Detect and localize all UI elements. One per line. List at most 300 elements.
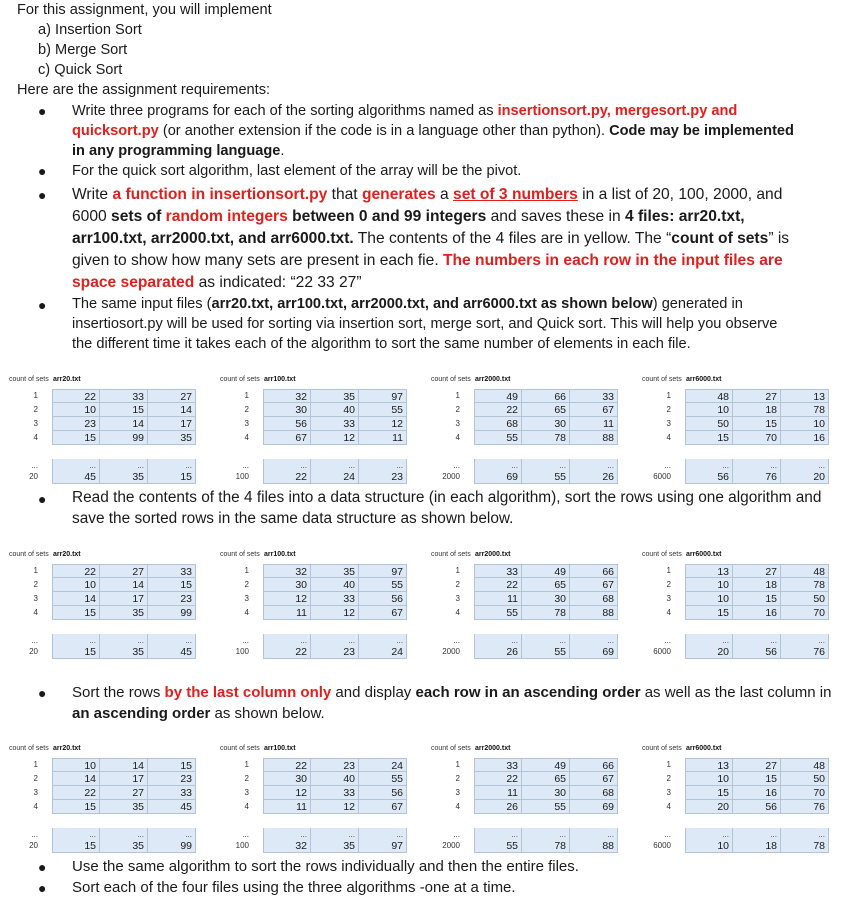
table-cell: 99 (148, 839, 196, 853)
table-cell: 68 (474, 417, 522, 431)
row-index: ... (31, 636, 38, 645)
table-cell: 49 (474, 389, 522, 403)
bullet-icon: ● (38, 103, 47, 119)
table-cell: 15 (52, 800, 100, 814)
table-cell: 24 (311, 470, 359, 484)
table-cell: 20 (685, 800, 733, 814)
table-cell: 10 (52, 758, 100, 772)
table-row (430, 389, 630, 403)
table-row (219, 645, 419, 659)
ellipsis-cell: ... (311, 828, 359, 842)
row-index: 20 (29, 841, 38, 850)
table-cell: 11 (263, 606, 311, 620)
table-cell: 56 (359, 786, 407, 800)
table-cell: 30 (522, 417, 570, 431)
row-index: 4 (666, 802, 671, 811)
table-cell: 15 (52, 645, 100, 659)
table-cell: 11 (570, 417, 618, 431)
table-cell: 69 (570, 800, 618, 814)
table-row (219, 470, 419, 484)
table-row (641, 417, 841, 431)
table-cell: 78 (522, 839, 570, 853)
table-header (430, 745, 630, 757)
row-index: 2 (244, 405, 249, 414)
table-row (8, 606, 208, 620)
row-index: 3 (33, 594, 38, 603)
bullet-icon: ● (38, 187, 47, 203)
row-index: 1 (455, 760, 460, 769)
table-header (219, 745, 419, 757)
row-index: ... (664, 636, 671, 645)
table-row (430, 645, 630, 659)
row-index: 2 (455, 580, 460, 589)
bullet-5-line-2: save the sorted rows in the same data structure as shown below. (72, 510, 514, 527)
row-index: 3 (33, 419, 38, 428)
table-cell: 16 (781, 431, 829, 445)
table-cell: 97 (359, 839, 407, 853)
ellipsis-cell: ... (148, 459, 196, 473)
row-index: 4 (244, 802, 249, 811)
table-row (641, 470, 841, 484)
table-cell: 11 (474, 786, 522, 800)
table-cell: 56 (359, 592, 407, 606)
table-cell: 50 (685, 417, 733, 431)
bullet-4-line-1: The same input files (arr20.txt, arr100.txt, arr2000.txt, and arr6000.txt as shown below) generated in (72, 296, 743, 312)
table-cell: 22 (263, 645, 311, 659)
table-cell: 12 (311, 606, 359, 620)
ellipsis-cell: ... (685, 828, 733, 842)
table-cell: 15 (148, 758, 196, 772)
table-row (641, 564, 841, 578)
table-row (8, 417, 208, 431)
table-cell: 15 (52, 431, 100, 445)
table-row (219, 431, 419, 445)
table-cell: 14 (100, 578, 148, 592)
ellipsis-cell: ... (52, 634, 100, 648)
bullet-icon: ● (38, 880, 47, 896)
row-index: 1 (666, 760, 671, 769)
table-row (219, 839, 419, 853)
table-row (219, 800, 419, 814)
table-cell: 78 (522, 606, 570, 620)
table-header (430, 551, 630, 563)
table-cell: 10 (685, 772, 733, 786)
table-row (430, 564, 630, 578)
table-cell: 15 (52, 839, 100, 853)
table-cell: 15 (733, 772, 781, 786)
table-cell: 13 (781, 389, 829, 403)
table-header (8, 551, 208, 563)
row-index: 4 (666, 433, 671, 442)
table-cell: 33 (148, 786, 196, 800)
table-cell: 12 (263, 786, 311, 800)
row-index: 6000 (653, 841, 671, 850)
table-row (641, 578, 841, 592)
table-cell: 15 (685, 606, 733, 620)
table-cell: 22 (263, 758, 311, 772)
bullet-3-line-1: Write a function in insertionsort.py that generates a set of 3 numbers in a list of 20, 100, 2000, and (72, 186, 783, 203)
table-cell: 27 (100, 564, 148, 578)
file-name: arr100.txt (264, 551, 296, 558)
table-cell: 35 (100, 470, 148, 484)
row-index: 3 (244, 788, 249, 797)
table-cell: 99 (100, 431, 148, 445)
table-cell: 14 (148, 403, 196, 417)
table-cell: 14 (52, 592, 100, 606)
table-cell: 67 (570, 403, 618, 417)
bullet-icon: ● (38, 297, 47, 313)
ellipsis-cell: ... (263, 634, 311, 648)
table-row (430, 431, 630, 445)
table-row (430, 606, 630, 620)
ellipsis-cell: ... (148, 634, 196, 648)
table-row (219, 417, 419, 431)
table-row (8, 431, 208, 445)
table-row (641, 606, 841, 620)
bullet-6-line-2: an ascending order as shown below. (72, 705, 325, 722)
table-row (641, 839, 841, 853)
row-index: 4 (244, 608, 249, 617)
table-row (430, 772, 630, 786)
table-cell: 27 (733, 564, 781, 578)
table-cell: 22 (52, 564, 100, 578)
table-cell: 27 (100, 786, 148, 800)
table-cell: 70 (733, 431, 781, 445)
row-index: 3 (244, 419, 249, 428)
table-cell: 67 (263, 431, 311, 445)
table-cell: 49 (522, 758, 570, 772)
row-index: 3 (666, 594, 671, 603)
table-cell: 33 (148, 564, 196, 578)
ellipsis-cell: ... (685, 634, 733, 648)
table-cell: 30 (263, 403, 311, 417)
table-header (641, 551, 841, 563)
table-cell: 12 (359, 417, 407, 431)
table-cell: 17 (148, 417, 196, 431)
row-index: ... (664, 461, 671, 470)
table-cell: 10 (685, 578, 733, 592)
ellipsis-cell: ... (474, 634, 522, 648)
ellipsis-cell: ... (474, 828, 522, 842)
row-index: 1 (33, 760, 38, 769)
table-cell: 15 (733, 592, 781, 606)
table-cell: 55 (359, 578, 407, 592)
table-row (8, 772, 208, 786)
table-cell: 33 (100, 389, 148, 403)
table-cell: 16 (733, 606, 781, 620)
table-row (219, 772, 419, 786)
table-cell: 68 (570, 592, 618, 606)
bullet-4-line-3: the different time it takes each of the algorithm to sort the same number of elements in each file. (72, 336, 691, 352)
ellipsis-cell: ... (522, 828, 570, 842)
row-index: ... (664, 830, 671, 839)
row-index: 1 (244, 566, 249, 575)
ellipsis-cell: ... (263, 828, 311, 842)
row-index: 4 (455, 608, 460, 617)
ellipsis-cell: ... (570, 634, 618, 648)
row-index: 20 (29, 472, 38, 481)
list-item-quick: c) Quick Sort (38, 62, 123, 78)
table-cell: 67 (359, 800, 407, 814)
row-index: 1 (244, 391, 249, 400)
count-label: count of sets (220, 376, 260, 383)
bullet-3-line-4: given to show how many sets are present in each fie. The numbers in each row in the input files are (72, 252, 783, 269)
table-cell: 15 (733, 417, 781, 431)
table-cell: 15 (685, 786, 733, 800)
file-name: arr20.txt (53, 745, 81, 752)
table-cell: 97 (359, 389, 407, 403)
ellipsis-cell: ... (311, 634, 359, 648)
table-cell: 66 (522, 389, 570, 403)
table-cell: 32 (263, 839, 311, 853)
table-cell: 78 (781, 578, 829, 592)
table-cell: 12 (263, 592, 311, 606)
table-cell: 65 (522, 772, 570, 786)
row-index: ... (242, 461, 249, 470)
table-row (430, 758, 630, 772)
table-cell: 11 (359, 431, 407, 445)
table-cell: 26 (570, 470, 618, 484)
row-index: 4 (455, 433, 460, 442)
table-cell: 13 (685, 564, 733, 578)
bullet-8: Sort each of the four files using the three algorithms -one at a time. (72, 879, 516, 896)
table-cell: 55 (474, 839, 522, 853)
table-header (219, 551, 419, 563)
ellipsis-cell: ... (52, 828, 100, 842)
table-header (641, 745, 841, 757)
table-cell: 22 (474, 772, 522, 786)
table-cell: 30 (522, 786, 570, 800)
table-cell: 45 (148, 645, 196, 659)
table-cell: 23 (52, 417, 100, 431)
bullet-6-line-1: Sort the rows by the last column only and display each row in an ascending order as well as the last column in (72, 684, 832, 701)
row-index: 4 (33, 802, 38, 811)
table-cell: 68 (570, 786, 618, 800)
table-cell: 99 (148, 606, 196, 620)
table-cell: 35 (100, 800, 148, 814)
row-index: 3 (666, 419, 671, 428)
row-index: 1 (455, 391, 460, 400)
bullet-7: Use the same algorithm to sort the rows individually and then the entire files. (72, 858, 579, 875)
table-cell: 33 (474, 564, 522, 578)
table-cell: 22 (474, 578, 522, 592)
row-index: 1 (666, 391, 671, 400)
table-cell: 78 (522, 431, 570, 445)
table-row (8, 758, 208, 772)
table-cell: 56 (733, 800, 781, 814)
row-index: 2 (455, 774, 460, 783)
table-cell: 70 (781, 786, 829, 800)
bullet-1-line-1: Write three programs for each of the sorting algorithms named as insertionsort.py, mergesort.py and (72, 103, 738, 119)
table-cell: 10 (685, 839, 733, 853)
row-index: 2 (666, 580, 671, 589)
row-index: ... (31, 830, 38, 839)
table-cell: 35 (311, 564, 359, 578)
row-index: 2 (666, 405, 671, 414)
table-row (641, 403, 841, 417)
table-cell: 69 (474, 470, 522, 484)
table-cell: 22 (474, 403, 522, 417)
table-cell: 14 (100, 758, 148, 772)
count-label: count of sets (431, 376, 471, 383)
table-cell: 22 (52, 786, 100, 800)
bullet-3-line-3: arr100.txt, arr2000.txt, and arr6000.txt. The contents of the 4 files are in yellow. The “count of sets” is (72, 230, 790, 247)
table-cell: 67 (359, 606, 407, 620)
table-cell: 49 (522, 564, 570, 578)
row-index: 2000 (442, 647, 460, 656)
table-row (8, 564, 208, 578)
file-name: arr20.txt (53, 551, 81, 558)
count-label: count of sets (9, 745, 49, 752)
ellipsis-cell: ... (570, 828, 618, 842)
row-index: 20 (29, 647, 38, 656)
table-cell: 50 (781, 592, 829, 606)
row-index: 1 (244, 760, 249, 769)
table-row (8, 786, 208, 800)
table-header (430, 376, 630, 388)
file-name: arr2000.txt (475, 551, 511, 558)
count-label: count of sets (9, 376, 49, 383)
bullet-icon: ● (38, 859, 47, 875)
table-cell: 33 (474, 758, 522, 772)
file-name: arr6000.txt (686, 376, 722, 383)
table-cell: 78 (781, 403, 829, 417)
table-cell: 23 (359, 470, 407, 484)
row-index: 100 (235, 647, 249, 656)
table-cell: 33 (311, 786, 359, 800)
ellipsis-cell: ... (263, 459, 311, 473)
table-row (641, 431, 841, 445)
table-header (8, 745, 208, 757)
table-row (641, 758, 841, 772)
ellipsis-cell: ... (522, 459, 570, 473)
bullet-4-line-2: insertiosort.py will be used for sorting via insertion sort, merge sort, and Quick sort. This will help you observe (72, 316, 778, 332)
bullet-icon: ● (38, 491, 47, 507)
table-row (8, 592, 208, 606)
table-row (641, 389, 841, 403)
ellipsis-cell: ... (733, 459, 781, 473)
table-cell: 35 (100, 606, 148, 620)
table-cell: 40 (311, 772, 359, 786)
table-cell: 35 (100, 839, 148, 853)
table-cell: 76 (733, 470, 781, 484)
table-row (641, 645, 841, 659)
count-label: count of sets (431, 745, 471, 752)
row-index: 4 (666, 608, 671, 617)
table-row (641, 592, 841, 606)
table-cell: 15 (148, 578, 196, 592)
table-cell: 27 (148, 389, 196, 403)
table-cell: 40 (311, 403, 359, 417)
table-cell: 66 (570, 758, 618, 772)
table-row (8, 578, 208, 592)
ellipsis-cell: ... (781, 459, 829, 473)
table-cell: 88 (570, 839, 618, 853)
table-cell: 15 (685, 431, 733, 445)
row-index: 6000 (653, 647, 671, 656)
table-cell: 10 (685, 592, 733, 606)
table-cell: 67 (570, 772, 618, 786)
file-name: arr6000.txt (686, 745, 722, 752)
count-label: count of sets (642, 376, 682, 383)
table-row (219, 786, 419, 800)
table-cell: 55 (359, 772, 407, 786)
table-cell: 48 (781, 564, 829, 578)
table-cell: 18 (733, 578, 781, 592)
table-cell: 78 (781, 839, 829, 853)
table-cell: 55 (522, 470, 570, 484)
ellipsis-cell: ... (359, 459, 407, 473)
table-cell: 45 (148, 800, 196, 814)
table-row (430, 592, 630, 606)
bullet-1-line-2: quicksort.py (or another extension if the code is in a language other than python). Code may be implemented (72, 123, 794, 139)
table-cell: 14 (100, 417, 148, 431)
table-cell: 32 (263, 564, 311, 578)
table-cell: 35 (311, 389, 359, 403)
table-cell: 70 (781, 606, 829, 620)
table-cell: 55 (359, 403, 407, 417)
row-index: 3 (244, 594, 249, 603)
table-cell: 16 (733, 786, 781, 800)
row-index: 4 (33, 433, 38, 442)
ellipsis-cell: ... (100, 828, 148, 842)
row-index: 2 (33, 774, 38, 783)
table-cell: 50 (781, 772, 829, 786)
row-index: ... (453, 830, 460, 839)
row-index: ... (242, 636, 249, 645)
table-row (641, 772, 841, 786)
table-cell: 65 (522, 403, 570, 417)
table-cell: 67 (570, 578, 618, 592)
row-index: 4 (33, 608, 38, 617)
table-cell: 56 (733, 645, 781, 659)
bullet-3-line-5: space separated as indicated: “22 33 27” (72, 274, 362, 291)
table-cell: 15 (52, 606, 100, 620)
ellipsis-cell: ... (311, 459, 359, 473)
table-cell: 40 (311, 578, 359, 592)
table-cell: 32 (263, 389, 311, 403)
table-cell: 69 (570, 645, 618, 659)
table-cell: 15 (148, 470, 196, 484)
row-index: 3 (33, 788, 38, 797)
table-row (8, 800, 208, 814)
table-row (219, 403, 419, 417)
table-cell: 22 (263, 470, 311, 484)
row-index: 4 (244, 433, 249, 442)
table-cell: 18 (733, 403, 781, 417)
table-cell: 12 (311, 800, 359, 814)
table-cell: 88 (570, 431, 618, 445)
table-row (8, 403, 208, 417)
bullet-1-line-3: in any programming language. (72, 143, 285, 159)
table-cell: 26 (474, 800, 522, 814)
table-cell: 48 (781, 758, 829, 772)
table-cell: 27 (733, 389, 781, 403)
table-cell: 26 (474, 645, 522, 659)
row-index: 2 (666, 774, 671, 783)
table-cell: 48 (685, 389, 733, 403)
table-row (430, 786, 630, 800)
table-row (430, 839, 630, 853)
table-cell: 56 (263, 417, 311, 431)
table-row (430, 578, 630, 592)
file-name: arr100.txt (264, 376, 296, 383)
table-row (219, 564, 419, 578)
row-index: 3 (455, 419, 460, 428)
count-label: count of sets (9, 551, 49, 558)
file-name: arr100.txt (264, 745, 296, 752)
table-row (641, 800, 841, 814)
